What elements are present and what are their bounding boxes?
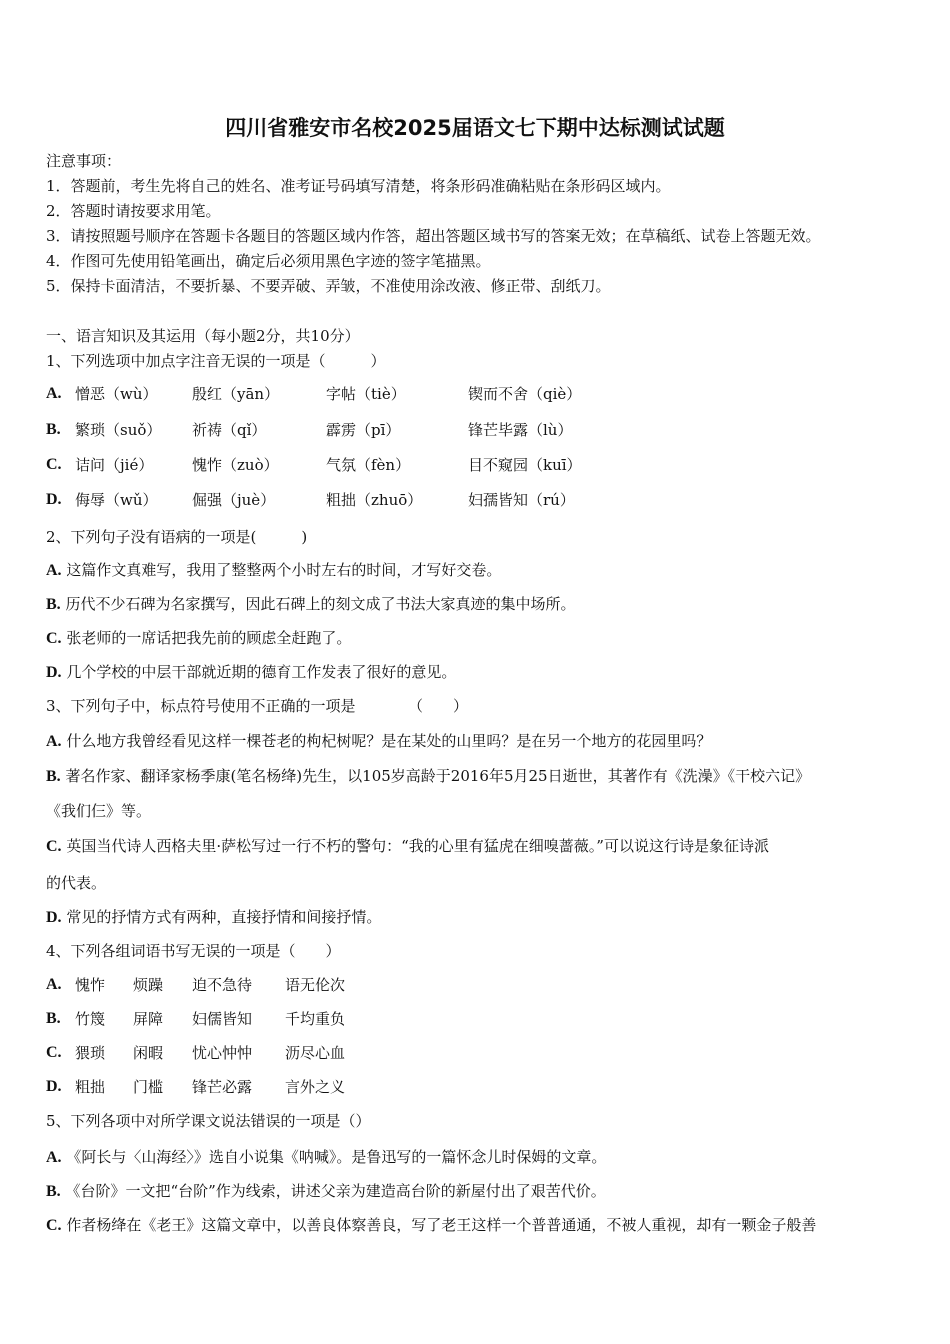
option-row — [46, 731, 711, 752]
option-item: 屏障 — [133, 1010, 164, 1028]
option-item: 语无伦次 — [285, 976, 346, 994]
option-item: 繁琐（suǒ） — [75, 421, 162, 439]
option-item: 字帖（tiè） — [326, 385, 406, 403]
option-row — [46, 836, 769, 857]
option-item: 霹雳（pī） — [326, 421, 401, 439]
option-item: 粗拙（zhuō） — [326, 491, 423, 509]
option-text: 这篇作文真难写，我用了整整两个小时左右的时间，才写好交卷。 — [66, 561, 502, 579]
option-text: 英国当代诗人西格夫里·萨松写过一行不朽的警句：“我的心里有猛虎在细嗅蔷薇。”可以说这行诗是象征诗派 — [66, 837, 769, 855]
option-item: 粗拙 — [75, 1078, 106, 1096]
notice-item: 1．答题前，考生先将自己的姓名、准考证号码填写清楚，将条形码准确粘贴在条形码区域内。 — [46, 177, 671, 195]
option-row — [46, 1147, 606, 1168]
option-item: 锋芒必露 — [192, 1078, 253, 1096]
option-row — [46, 628, 351, 649]
question-stem: 1、下列选项中加点字注音无误的一项是（ ） — [46, 352, 386, 370]
option-item: 倔强（juè） — [192, 491, 276, 509]
option-item: 侮辱（wǔ） — [75, 491, 158, 509]
option-continuation: 的代表。 — [46, 874, 107, 892]
option-item: 祈祷（qǐ） — [192, 421, 267, 439]
notice-item: 3．请按照题号顺序在答题卡各题目的答题区域内作答，超出答题区域书写的答案无效；在草稿纸、试卷上答题无效。 — [46, 227, 821, 245]
option-text: 《阿长与〈山海经〉》选自小说集《呐喊》。是鲁迅写的一篇怀念儿时保姆的文章。 — [66, 1148, 607, 1166]
question-stem: 5、下列各项中对所学课文说法错误的一项是（） — [46, 1112, 371, 1130]
option-text: 什么地方我曾经看见这样一棵苍老的枸杞树呢？是在某处的山里吗？是在另一个地方的花园里吗？ — [66, 732, 712, 750]
question-stem: 4、下列各组词语书写无误的一项是（ ） — [46, 942, 341, 960]
option-row — [46, 1215, 816, 1236]
option-label: A. — [46, 1149, 62, 1166]
question-stem: 2、下列句子没有语病的一项是( ) — [46, 528, 308, 546]
option-label: C. — [46, 1217, 62, 1234]
option-item: 迫不急待 — [192, 976, 253, 994]
option-label: A. — [46, 385, 62, 402]
option-row — [46, 1181, 606, 1202]
option-item: 目不窥园（kuī） — [468, 456, 582, 474]
notice-heading: 注意事项： — [46, 152, 122, 170]
option-item: 锋芒毕露（lù） — [468, 421, 573, 439]
option-item: 言外之义 — [285, 1078, 346, 1096]
option-item: 妇孺皆知（rú） — [468, 491, 575, 509]
notice-item: 2．答题时请按要求用笔。 — [46, 202, 221, 220]
option-item: 忧心忡忡 — [192, 1044, 253, 1062]
option-item: 愧怍（zuò） — [192, 456, 279, 474]
option-item: 猥琐 — [75, 1044, 106, 1062]
option-item: 妇儒皆知 — [192, 1010, 253, 1028]
option-label: D. — [46, 1078, 62, 1095]
option-label: C. — [46, 630, 62, 647]
option-label: A. — [46, 976, 62, 993]
option-label: B. — [46, 1183, 61, 1200]
option-text: 作者杨绛在《老王》这篇文章中，以善良体察善良，写了老王这样一个普普通通，不被人重视，却有一颗金子般善 — [66, 1216, 817, 1234]
option-row — [46, 766, 810, 787]
option-text: 《台阶》一文把“台阶”作为线索，讲述父亲为建造高台阶的新屋付出了艰苦代价。 — [65, 1182, 606, 1200]
option-label: B. — [46, 596, 61, 613]
option-row — [46, 662, 456, 683]
option-item: 千均重负 — [285, 1010, 346, 1028]
option-label: B. — [46, 1010, 61, 1027]
option-continuation: 《我们仨》等。 — [46, 802, 152, 820]
option-item: 门槛 — [133, 1078, 164, 1096]
option-label: A. — [46, 733, 62, 750]
option-item: 竹篾 — [75, 1010, 106, 1028]
option-label: A. — [46, 562, 62, 579]
option-item: 愧怍 — [75, 976, 106, 994]
option-label: C. — [46, 1044, 62, 1061]
option-text: 常见的抒情方式有两种，直接抒情和间接抒情。 — [66, 908, 382, 926]
option-row — [46, 560, 501, 581]
option-item: 气氛（fèn） — [326, 456, 411, 474]
option-label: B. — [46, 768, 61, 785]
option-text: 历代不少石碑为名家撰写，因此石碑上的刻文成了书法大家真迹的集中场所。 — [65, 595, 576, 613]
option-text: 著名作家、翻译家杨季康(笔名杨绛)先生，以105岁高龄于2016年5月25日逝世，其著作有《洗澡》《干校六记》 — [65, 767, 811, 785]
option-label: B. — [46, 421, 61, 438]
option-row — [46, 594, 575, 615]
option-item: 沥尽心血 — [285, 1044, 346, 1062]
option-label: D. — [46, 909, 62, 926]
option-item: 锲而不舍（qiè） — [468, 385, 582, 403]
notice-item: 4．作图可先使用铅笔画出，确定后必须用黑色字迹的签字笔描黑。 — [46, 252, 491, 270]
option-label: C. — [46, 838, 62, 855]
page-title: 四川省雅安市名校2025届语文七下期中达标测试试题 — [225, 116, 725, 140]
option-text: 几个学校的中层干部就近期的德育工作发表了很好的意见。 — [66, 663, 457, 681]
option-row — [46, 907, 381, 928]
option-label: D. — [46, 491, 62, 508]
option-item: 烦躁 — [133, 976, 164, 994]
option-text: 张老师的一席话把我先前的顾虑全赶跑了。 — [66, 629, 352, 647]
option-item: 诘问（jié） — [75, 456, 154, 474]
option-item: 憎恶（wù） — [75, 385, 158, 403]
option-item: 闲暇 — [133, 1044, 164, 1062]
option-label: D. — [46, 664, 62, 681]
section-heading: 一、语言知识及其运用（每小题2分，共10分） — [46, 327, 360, 345]
notice-item: 5．保持卡面清洁，不要折暴、不要弄破、弄皱，不准使用涂改液、修正带、刮纸刀。 — [46, 277, 611, 295]
option-label: C. — [46, 456, 62, 473]
option-item: 殷红（yān） — [192, 385, 280, 403]
question-stem: 3、下列句子中，标点符号使用不正确的一项是 （ ） — [46, 697, 469, 715]
